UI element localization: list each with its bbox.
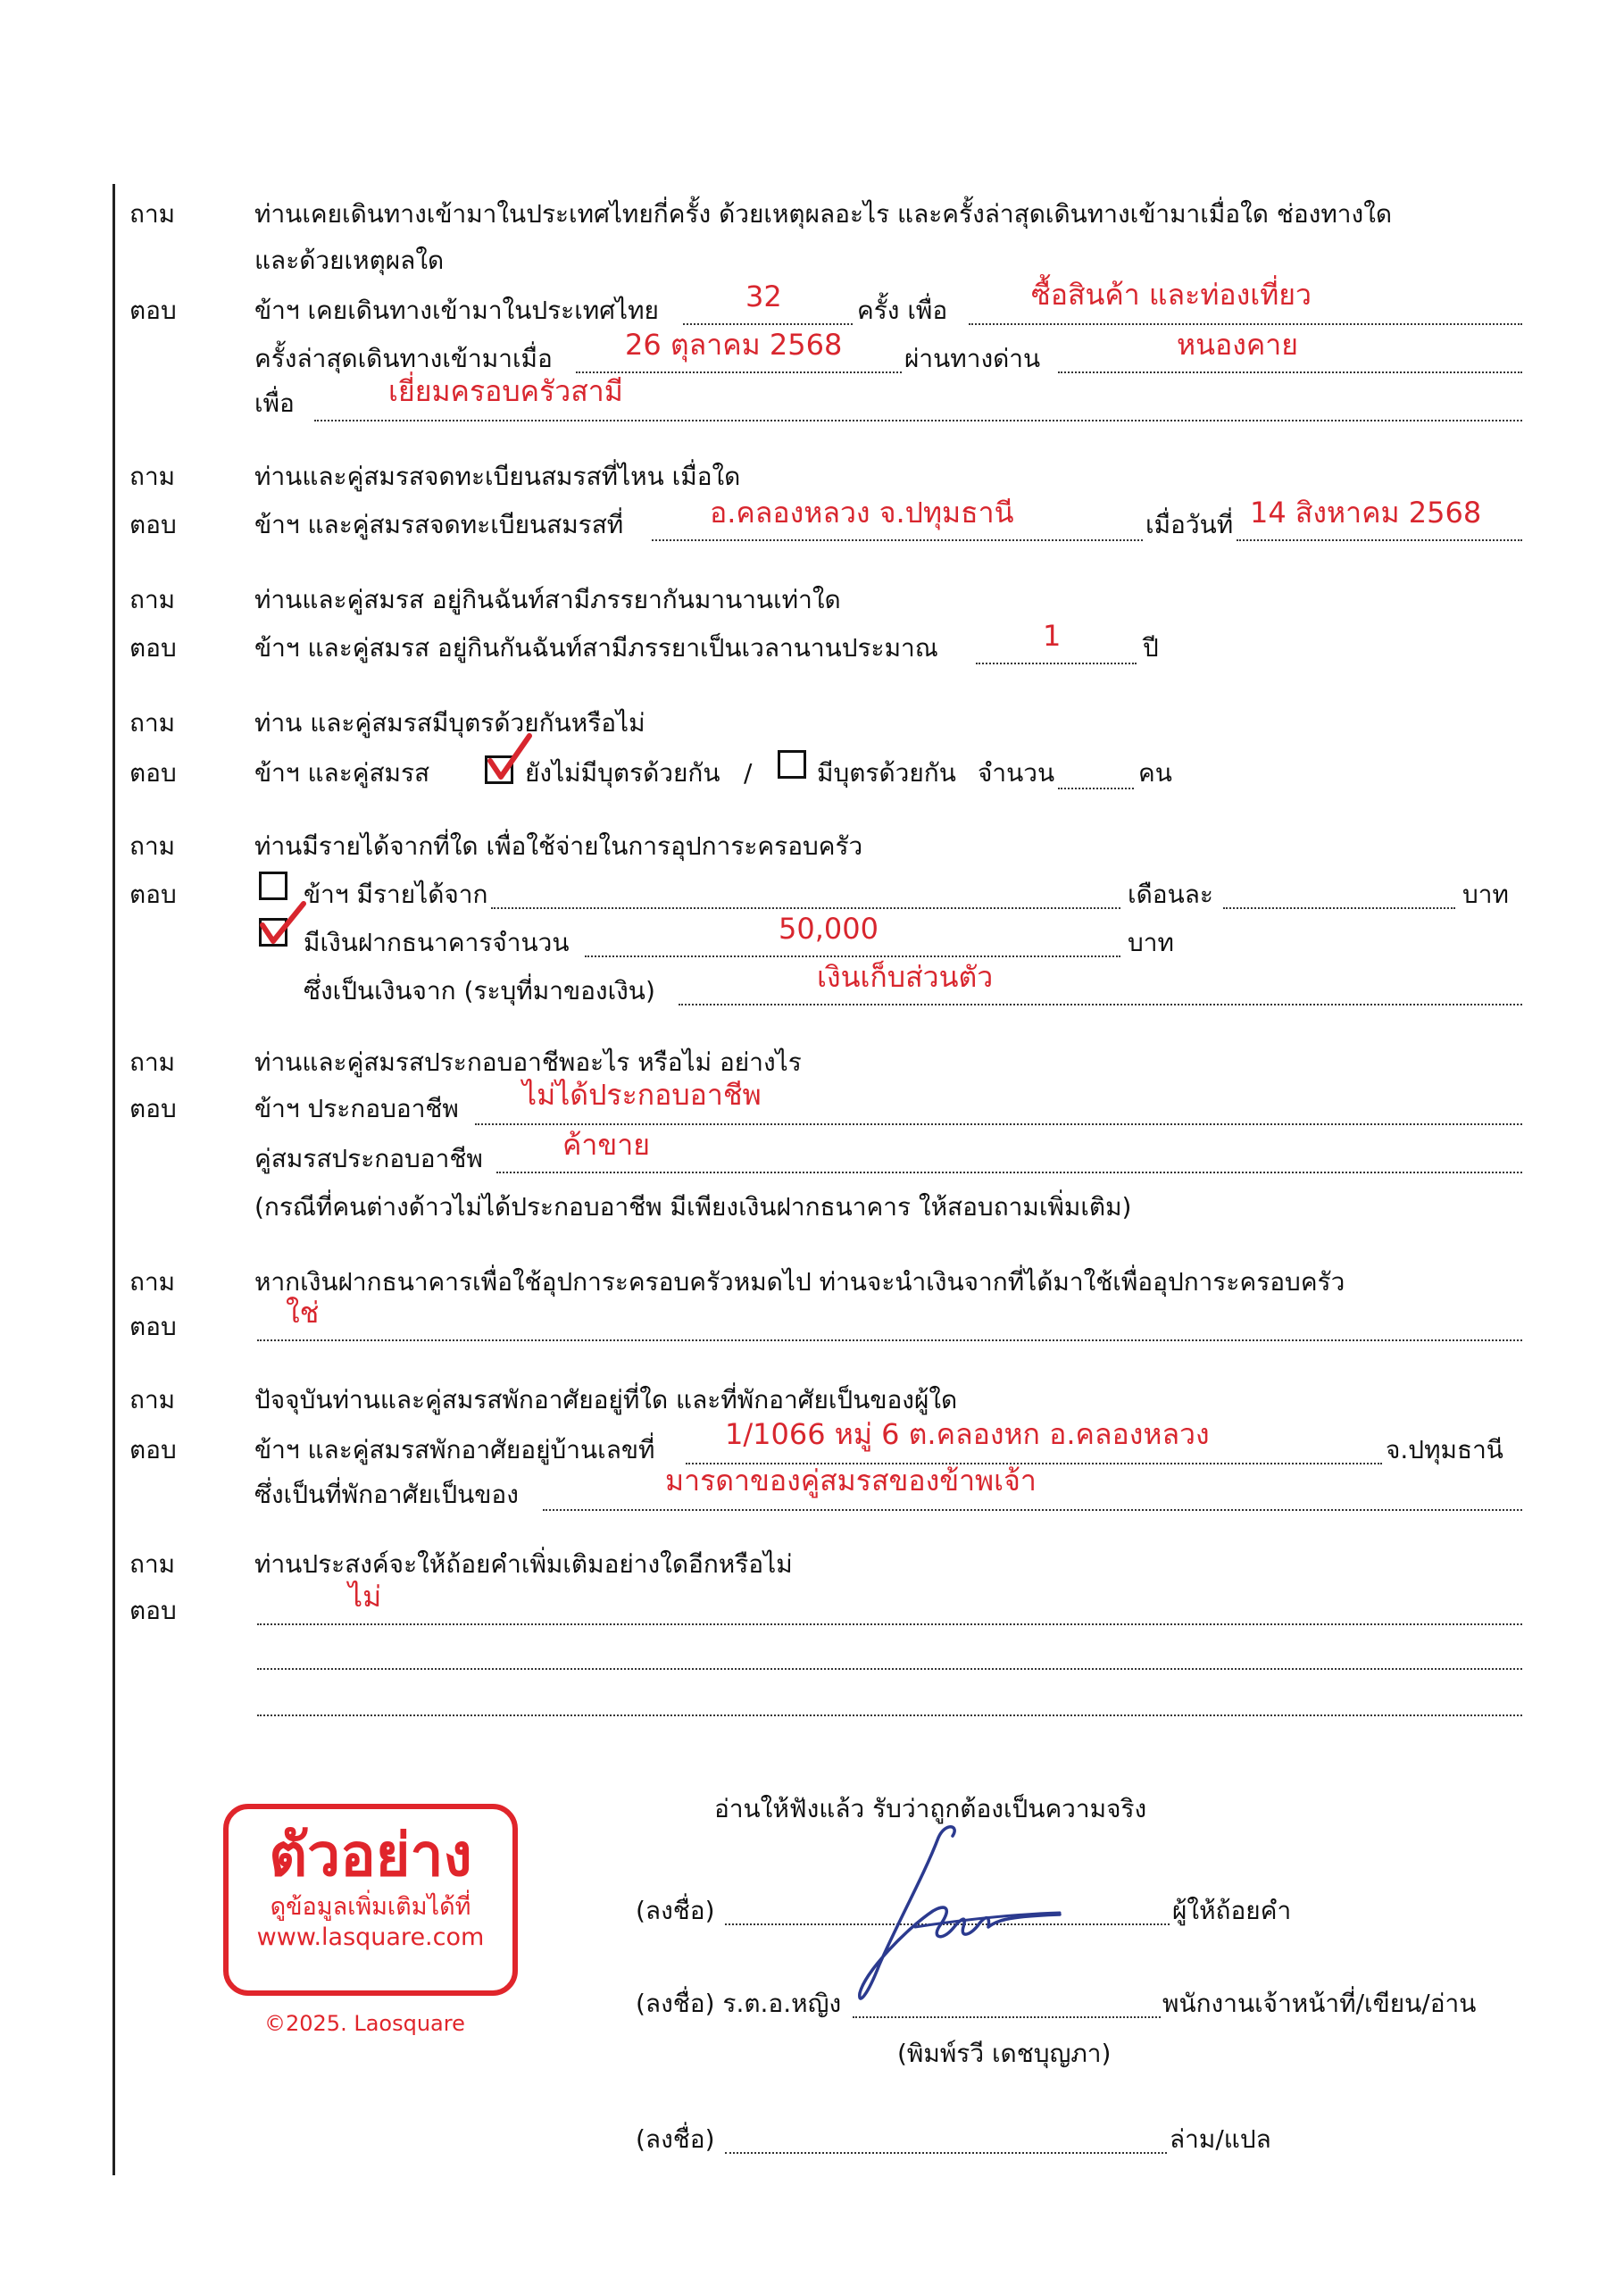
ask-label: ถาม: [129, 1047, 176, 1077]
sign-role-interpreter: ล่าม/แปล: [1170, 2124, 1271, 2154]
officer-name: (พิมพ์รวี เดชบุญภา): [897, 2039, 1112, 2068]
signature-scribble: [853, 1822, 1067, 2009]
answer-label: ตอบ: [129, 1596, 177, 1625]
fill-line: [585, 955, 1120, 957]
option-separator: /: [744, 758, 753, 788]
answer-mid: ครั้ง เพื่อ: [857, 296, 948, 325]
answer-mid: เมื่อวันที่: [1145, 510, 1234, 539]
sign-prefix: (ลงชื่อ): [636, 2124, 715, 2154]
answer-prefix: เพื่อ: [254, 388, 295, 418]
ask-label: ถาม: [129, 462, 176, 491]
answer-marriage-place: อ.คลองหลวง จ.ปทุมธานี: [710, 496, 1014, 530]
answer-label: ตอบ: [129, 1435, 177, 1464]
fill-line: [1058, 788, 1134, 789]
sign-prefix: (ลงชื่อ): [636, 1896, 715, 1925]
per-month-label: เดือนละ: [1128, 880, 1213, 909]
fill-line: [679, 1004, 1522, 1005]
answer-additional: ไม่: [348, 1580, 382, 1614]
answer-times: 32: [745, 279, 782, 313]
signature-line: [725, 2152, 1167, 2154]
fill-line: [257, 1339, 1522, 1341]
fill-line: [257, 1668, 1522, 1670]
answer-years: 1: [1043, 619, 1062, 653]
answer-support-plan: ใช่: [286, 1296, 320, 1330]
province-label: จ.ปทุมธานี: [1386, 1435, 1503, 1464]
fill-line: [257, 1623, 1522, 1625]
answer-money-source: เงินเก็บส่วนตัว: [817, 960, 994, 994]
answer-prefix: ครั้งล่าสุดเดินทางเข้ามาเมื่อ: [254, 344, 553, 373]
answer-checkpoint: หนองคาย: [1177, 328, 1298, 362]
fill-line: [576, 371, 902, 373]
ask-label: ถาม: [129, 585, 176, 614]
answer-label: ตอบ: [129, 1312, 177, 1341]
fill-line: [496, 1172, 1522, 1173]
fill-line: [683, 323, 853, 325]
option-no-children: ยังไม่มีบุตรด้วยกัน: [525, 758, 720, 788]
sign-prefix: (ลงชื่อ) ร.ต.อ.หญิง: [636, 1989, 842, 2018]
answer-purpose: ซื้อสินค้า และท่องเที่ยว: [1031, 278, 1312, 312]
fill-line: [976, 663, 1137, 664]
answer-suffix: ปี: [1143, 633, 1159, 663]
answer-label: ตอบ: [129, 1094, 177, 1123]
question-text: ท่านเคยเดินทางเข้ามาในประเทศไทยกี่ครั้ง ด้วยเหตุผลอะไร และครั้งล่าสุดเดินทางเข้ามาเมื่อใด ช่องทางใด: [254, 199, 1393, 229]
answer-mid: ผ่านทางด่าน: [904, 344, 1041, 373]
checkmark-icon: [259, 898, 307, 947]
confirmation-text: อ่านให้ฟังแล้ว รับว่าถูกต้องเป็นความจริง: [714, 1794, 1147, 1823]
sample-stamp: [223, 1804, 518, 1996]
question-text: ปัจจุบันท่านและคู่สมรสพักอาศัยอยู่ที่ใด และที่พักอาศัยเป็นของผู้ใด: [254, 1385, 958, 1414]
question-text: ท่านและคู่สมรสจดทะเบียนสมรสที่ไหน เมื่อใด: [254, 462, 741, 491]
answer-deposit-amount: 50,000: [779, 912, 879, 946]
answer-spouse-occupation: ค้าขาย: [562, 1128, 650, 1162]
option-income: ข้าฯ มีรายได้จาก: [304, 880, 488, 909]
fill-line: [257, 1714, 1522, 1716]
answer-address: 1/1066 หมู่ 6 ต.คลองหก อ.คลองหลวง: [725, 1417, 1210, 1451]
left-margin-line: [112, 184, 115, 2175]
option-deposit: มีเงินฝากธนาคารจำนวน: [304, 928, 570, 957]
self-occupation-label: ข้าฯ ประกอบอาชีพ: [254, 1094, 459, 1123]
ask-label: ถาม: [129, 708, 176, 738]
fill-line: [475, 1123, 1522, 1125]
question-text: ท่านและคู่สมรสประกอบอาชีพอะไร หรือไม่ อย่างไร: [254, 1047, 802, 1077]
spouse-occupation-label: คู่สมรสประกอบอาชีพ: [254, 1144, 483, 1173]
ask-label: ถาม: [129, 199, 176, 229]
answer-prefix: ข้าฯ และคู่สมรสจดทะเบียนสมรสที่: [254, 510, 624, 539]
copyright: ©2025. Laosquare: [264, 2011, 465, 2036]
address-label: ข้าฯ และคู่สมรสพักอาศัยอยู่บ้านเลขที่: [254, 1435, 655, 1464]
sign-role-witness: ผู้ให้ถ้อยคำ: [1172, 1896, 1292, 1925]
question-text: ท่านและคู่สมรส อยู่กินฉันท์สามีภรรยากันมานานเท่าใด: [254, 585, 841, 614]
money-source-label: ซึ่งเป็นเงินจาก (ระบุที่มาของเงิน): [304, 976, 655, 1005]
owner-label: ซึ่งเป็นที่พักอาศัยเป็นของ: [254, 1480, 519, 1509]
fill-line: [652, 539, 1143, 541]
fill-line: [1223, 907, 1455, 909]
option-children: มีบุตรด้วยกัน: [817, 758, 956, 788]
checkbox-children[interactable]: [778, 750, 806, 779]
answer-label: ตอบ: [129, 758, 177, 788]
occupation-note: (กรณีที่คนต่างด้าวไม่ได้ประกอบอาชีพ มีเพียงเงินฝากธนาคาร ให้สอบถามเพิ่มเติม): [254, 1192, 1132, 1222]
answer-prefix: ข้าฯ และคู่สมรส อยู่กินกันฉันท์สามีภรรยาเป็นเวลานานประมาณ: [254, 633, 938, 663]
signature-line: [853, 2016, 1161, 2018]
question-text: ท่านประสงค์จะให้ถ้อยคำเพิ่มเติมอย่างใดอีกหรือไม่: [254, 1549, 793, 1579]
children-count-unit: คน: [1138, 758, 1172, 788]
question-text-cont: และด้วยเหตุผลใด: [254, 246, 445, 275]
baht-label: บาท: [1462, 880, 1509, 909]
fill-line: [543, 1509, 1522, 1511]
answer-label: ตอบ: [129, 633, 177, 663]
answer-owner: มารดาของคู่สมรสของข้าพเจ้า: [665, 1464, 1037, 1498]
fill-line: [1058, 371, 1522, 373]
fill-line: [491, 907, 1120, 909]
answer-label: ตอบ: [129, 296, 177, 325]
answer-label: ตอบ: [129, 510, 177, 539]
ask-label: ถาม: [129, 1385, 176, 1414]
question-text: ท่าน และคู่สมรสมีบุตรด้วยกันหรือไม่: [254, 708, 645, 738]
stamp-title: ตัวอย่าง: [269, 1821, 472, 1890]
fill-line: [969, 323, 1522, 325]
answer-self-occupation: ไม่ได้ประกอบอาชีพ: [522, 1078, 762, 1112]
ask-label: ถาม: [129, 1267, 176, 1297]
answer-label: ตอบ: [129, 880, 177, 909]
ask-label: ถาม: [129, 1549, 176, 1579]
answer-prefix: ข้าฯ และคู่สมรส: [254, 758, 430, 788]
answer-last-date: 26 ตุลาคม 2568: [625, 328, 843, 362]
sign-role-officer: พนักงานเจ้าหน้าที่/เขียน/อ่าน: [1162, 1989, 1477, 2018]
fill-line: [1237, 539, 1522, 541]
baht-label: บาท: [1128, 928, 1174, 957]
question-text: หากเงินฝากธนาคารเพื่อใช้อุปการะครอบครัวหมดไป ท่านจะนำเงินจากที่ได้มาใช้เพื่ออุปการะครอบครัว: [254, 1267, 1345, 1297]
stamp-line: ดูข้อมูลเพิ่มเติมได้ที่: [270, 1893, 471, 1921]
checkbox-income[interactable]: [259, 872, 287, 900]
answer-marriage-date: 14 สิงหาคม 2568: [1250, 496, 1482, 530]
answer-prefix: ข้าฯ เคยเดินทางเข้ามาในประเทศไทย: [254, 296, 659, 325]
stamp-url: www.lasquare.com: [256, 1923, 485, 1951]
ask-label: ถาม: [129, 831, 176, 861]
question-text: ท่านมีรายได้จากที่ใด เพื่อใช้จ่ายในการอุปการะครอบครัว: [254, 831, 863, 861]
children-count-label: จำนวน: [978, 758, 1055, 788]
fill-line: [314, 420, 1522, 421]
answer-last-purpose: เยี่ยมครอบครัวสามี: [388, 374, 623, 408]
